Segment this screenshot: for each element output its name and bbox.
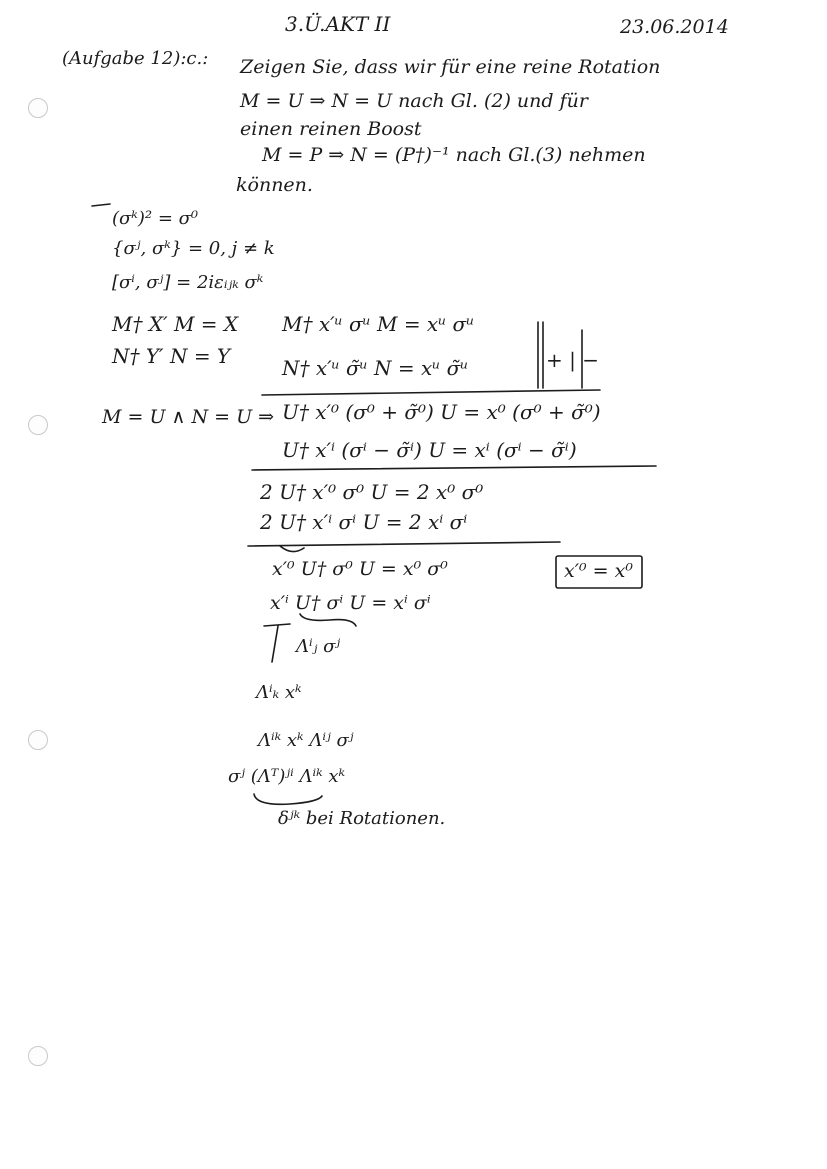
rule-2 [252, 466, 656, 470]
task-line-4: M = P ⇒ N = (P†)⁻¹ nach Gl.(3) nehmen [262, 144, 646, 166]
page-date: 23.06.2014 [620, 16, 729, 38]
derivation-line-3: 2 U† x′⁰ σ⁰ U = 2 x⁰ σ⁰ [260, 480, 484, 504]
arrow-stem [272, 626, 278, 662]
derivation-line-9: Λⁱᵏ xᵏ Λⁱʲ σʲ [258, 730, 354, 751]
task-line-1: Zeigen Sie, dass wir für eine reine Rotation [240, 56, 661, 78]
task-line-5: können. [236, 174, 313, 196]
brace-small [280, 546, 304, 552]
derivation-line-11: δʲᵏ bei Rotationen. [278, 808, 446, 829]
rotation-condition: M = U ∧ N = U ⇒ [102, 406, 275, 428]
relation-n-transform: N† Y′ N = Y [112, 344, 231, 368]
task-label: (Aufgabe 12):c.: [62, 48, 209, 69]
relation-square: (σᵏ)² = σ⁰ [112, 208, 199, 229]
dash-mark [92, 204, 110, 206]
plus-minus-note: + | − [546, 348, 599, 372]
derivation-line-1: U† x′⁰ (σ⁰ + σ̃⁰) U = x⁰ (σ⁰ + σ̃⁰) [282, 400, 601, 424]
relation-m-transform: M† X′ M = X [112, 312, 239, 336]
task-line-3: einen reinen Boost [240, 118, 422, 140]
rule-1 [262, 390, 600, 395]
task-line-2: M = U ⇒ N = U nach Gl. (2) und für [240, 90, 588, 112]
brace-2 [254, 794, 322, 804]
derivation-line-2: U† x′ⁱ (σⁱ − σ̃ⁱ) U = xⁱ (σⁱ − σ̃ⁱ) [282, 438, 577, 462]
relation-m-expanded: M† x′ᵘ σᵘ M = xᵘ σᵘ [282, 312, 475, 336]
arrow-top [264, 624, 290, 626]
page-title: 3.Ü.AKT II [285, 12, 391, 36]
relation-n-expanded: N† x′ᵘ σ̃ᵘ N = xᵘ σ̃ᵘ [282, 356, 469, 380]
derivation-line-7: Λⁱⱼ σʲ [296, 636, 341, 657]
relation-commutator: [σⁱ, σʲ] = 2iεᵢⱼₖ σᵏ [112, 272, 264, 293]
brace-1 [300, 614, 356, 626]
derivation-line-5: x′⁰ U† σ⁰ U = x⁰ σ⁰ [272, 558, 448, 580]
rule-3 [248, 542, 560, 546]
result-box [556, 556, 642, 588]
derivation-line-6: x′ⁱ U† σⁱ U = xⁱ σⁱ [270, 592, 431, 614]
derivation-line-10: σʲ (Λᵀ)ʲⁱ Λⁱᵏ xᵏ [228, 766, 346, 787]
relation-anticommutator: {σʲ, σᵏ} = 0, j ≠ k [112, 238, 275, 259]
boxed-result: x′⁰ = x⁰ [564, 560, 633, 582]
derivation-line-4: 2 U† x′ⁱ σⁱ U = 2 xⁱ σⁱ [260, 510, 468, 534]
derivation-line-8: Λⁱₖ xᵏ [256, 682, 302, 703]
